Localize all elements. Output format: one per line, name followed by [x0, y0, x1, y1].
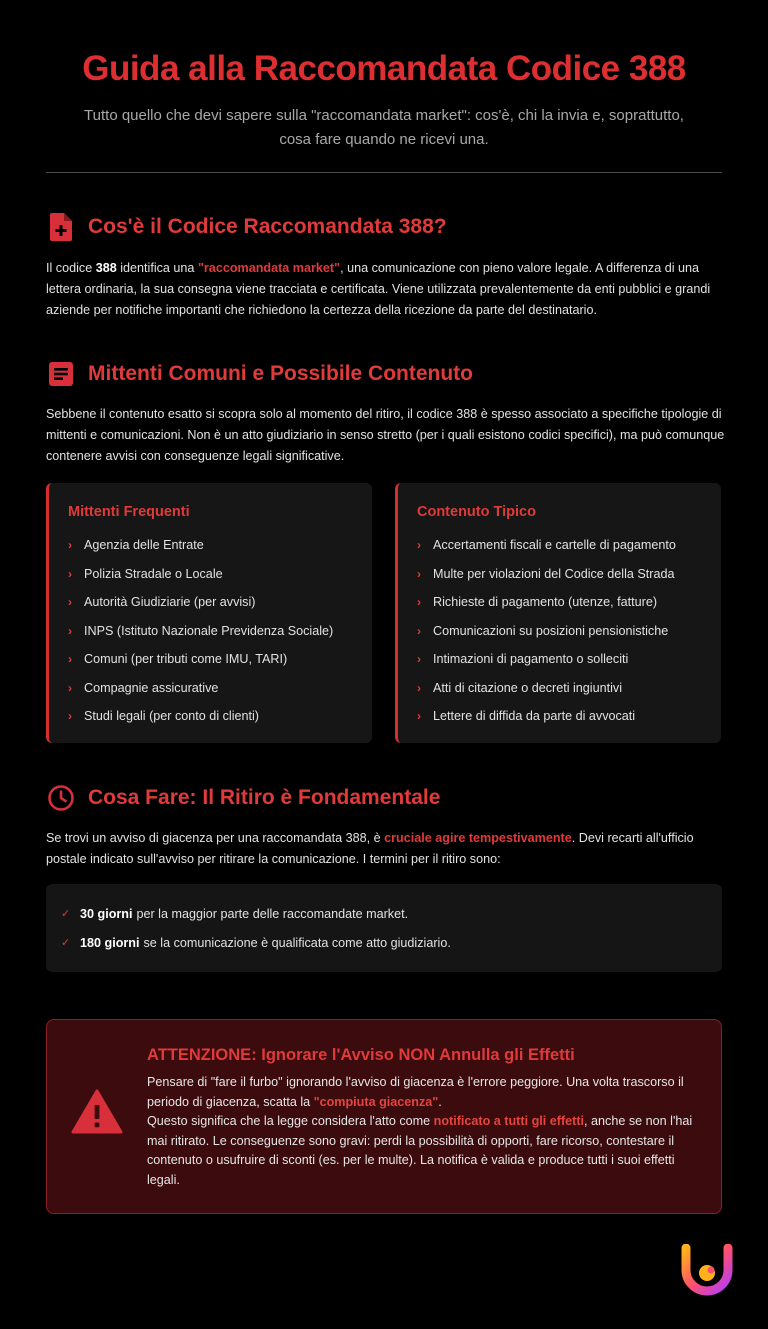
contents-card-title: Contenuto Tipico [417, 504, 536, 520]
page-title: Guida alla Raccomandata Codice 388 [82, 49, 686, 88]
section-heading: Mittenti Comuni e Possibile Contenuto [88, 362, 473, 385]
page-header [0, 0, 768, 152]
chevron-right-icon: › [417, 680, 421, 695]
list-item: › Accertamenti fiscali e cartelle di pagamento [417, 538, 676, 553]
list-item: › Multe per violazioni del Codice della Strada [417, 566, 675, 581]
list-item: › Autorità Giudiziarie (per avvisi) [68, 595, 256, 610]
section-heading: Cos'è il Codice Raccomandata 388? [88, 215, 447, 238]
list-item: › Comuni (per tributi come IMU, TARI) [68, 652, 288, 667]
list-item: › Richieste di pagamento (utenze, fatture) [417, 595, 658, 610]
chevron-right-icon: › [417, 652, 421, 667]
chevron-right-icon: › [68, 652, 72, 667]
contents-list [417, 531, 721, 731]
contents-card [395, 483, 721, 743]
clock-icon [46, 783, 76, 813]
check-icon: ✓ [61, 908, 71, 920]
chevron-right-icon: › [417, 538, 421, 553]
section-heading: Cosa Fare: Il Ritiro è Fondamentale [88, 786, 441, 809]
section-what-to-do-title [46, 783, 440, 813]
section-senders-paragraph: Sebbene il contenuto esatto si scopra solo al momento del ritiro, il codice 388 è spesso associato a specifiche tipologie di mittenti e comunicazioni. Non è un atto giudiziario in senso stretto (per i quali esistono codici specifici), ma può comunque contenere avvisi con conseguenze legali significative. [46, 407, 725, 463]
page-subtitle: Tutto quello che devi sapere sulla "raccomandata market": cos'è, chi la invia e, soprattutto, cosa fare quando ne ricevi una. [84, 107, 684, 148]
list-item: › Agenzia delle Entrate [68, 538, 204, 553]
list-item: › Comunicazioni su posizioni pensionistiche [417, 623, 669, 638]
alert-title: ATTENZIONE: Ignorare l'Avviso NON Annulla gli Effetti [147, 1046, 575, 1064]
chevron-right-icon: › [417, 709, 421, 724]
header-divider [46, 172, 722, 173]
chevron-right-icon: › [417, 566, 421, 581]
section-what-to-do-paragraph: Se trovi un avviso di giacenza per una raccomandata 388, è cruciale agire tempestivamente. Devi recarti all'ufficio postale indicato sull'avviso per ritirare la comunicazione. I termini per il ritiro sono: [46, 831, 694, 866]
list-item: › Polizia Stradale o Locale [68, 566, 223, 581]
alert-body: Pensare di "fare il furbo" ignorando l'avviso di giacenza è l'errore peggiore. Una volta trascorso il periodo di giacenza, scatta la "compiuta giacenza". Questo significa che la legge considera l'atto come notificato a tutti gli effetti, anche se non l'hai mai ritirato. Le conseguenze sono gravi: perdi la possibilità di opporti, fare ricorso, contestare il contenuto o usufruire di sconti (es. per le multe). La notifica è valida e produce tutti i suoi effetti legali. [147, 1075, 693, 1187]
brand-logo-icon[interactable] [680, 1244, 734, 1298]
check-icon: ✓ [61, 937, 71, 949]
term-row: ✓ 180 giorni se la comunicazione è qualificata come atto giudiziario. [61, 935, 451, 950]
section-what-is-title [46, 212, 447, 242]
chevron-right-icon: › [417, 623, 421, 638]
chevron-right-icon: › [68, 623, 72, 638]
chevron-right-icon: › [68, 709, 72, 724]
section-senders-title [46, 359, 473, 389]
warning-alert [46, 1019, 722, 1214]
list-item: › INPS (Istituto Nazionale Previdenza Sociale) [68, 623, 334, 638]
document-plus-icon [46, 212, 76, 242]
warning-icon [71, 1088, 123, 1136]
list-item: › Atti di citazione o decreti ingiuntivi [417, 680, 623, 695]
list-item: › Studi legali (per conto di clienti) [68, 709, 260, 724]
section-what-is-paragraph: Il codice 388 identifica una "raccomandata market", una comunicazione con pieno valore legale. A differenza di una lettera ordinaria, la sua consegna viene tracciata e certificata. Viene utilizzata prevalentemente da enti pubblici e grandi aziende per notifiche importanti che richiedono la certezza della ricezione da parte del destinatario. [46, 261, 711, 317]
term-row: ✓ 30 giorni per la maggior parte delle raccomandate market. [61, 906, 409, 921]
senders-card-title: Mittenti Frequenti [68, 504, 190, 520]
chevron-right-icon: › [68, 566, 72, 581]
senders-list [68, 531, 372, 731]
senders-card [46, 483, 372, 743]
article-icon [46, 359, 76, 389]
chevron-right-icon: › [68, 680, 72, 695]
chevron-right-icon: › [68, 538, 72, 553]
chevron-right-icon: › [68, 595, 72, 610]
list-item: › Intimazioni di pagamento o solleciti [417, 652, 629, 667]
list-item: › Compagnie assicurative [68, 680, 219, 695]
pickup-terms-box [46, 884, 722, 972]
chevron-right-icon: › [417, 595, 421, 610]
list-item: › Lettere di diffida da parte di avvocati [417, 709, 636, 724]
